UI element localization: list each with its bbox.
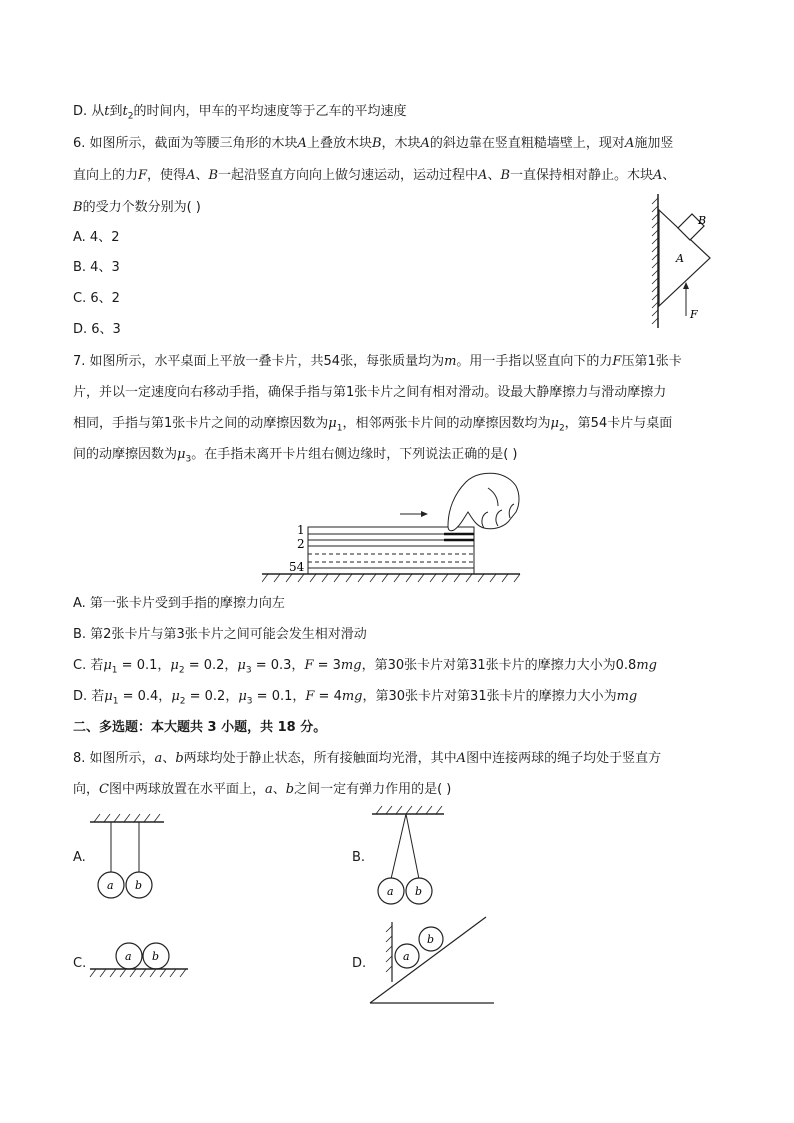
q7-option-a: A. 第一张卡片受到手指的摩擦力向左: [73, 596, 285, 611]
q7-figure: [262, 470, 532, 585]
q7-option-d: D. 若$\mu_1 = 0.4$，$\mu_2 = 0.2$，$\mu_3 = 0.1$，F = 4mg，第30张卡片对第31张卡片的摩擦力大小为mg: [73, 689, 638, 707]
q6-option-b: B. 4、3: [73, 260, 120, 275]
q8-figure-c: [86, 936, 192, 980]
q6-label-f: F: [690, 308, 698, 321]
q6-option-c: C. 6、2: [73, 291, 120, 306]
q7-label-1: 1: [297, 523, 305, 537]
svg-text:b: b: [415, 885, 423, 898]
q6-wall-hatch: [652, 198, 658, 324]
q6-option-d: D. 6、3: [73, 322, 121, 337]
q8-stem-line2: 向，C图中两球放置在水平面上，a、b之间一定有弹力作用的是( ): [73, 782, 452, 797]
q6-label-b: B: [698, 214, 707, 227]
var-t1: t: [104, 104, 110, 119]
q7-label-54: 54: [289, 560, 305, 574]
q5-option-d: D. 从t到$t_2$的时间内，甲车的平均速度等于乙车的平均速度: [73, 104, 407, 122]
q7-table: [262, 574, 520, 582]
q6-label-a: A: [676, 252, 684, 265]
q7-option-c: C. 若$\mu_1 = 0.1$，$\mu_2 = 0.2$，$\mu_3 = 0.3$，F = 3mg，第30张卡片对第31张卡片的摩擦力大小为0.8mg: [73, 658, 657, 676]
q6-stem-line2: 直向上的力F，使得A、B一起沿竖直方向向上做匀速运动，运动过程中A、B一直保持相对静止。木块A、: [73, 168, 676, 183]
q7-stem-line4: 间的动摩擦因数为$\mu_3$。在手指未离开卡片组右侧边缘时，下列说法正确的是( ): [73, 447, 518, 465]
svg-text:a: a: [125, 950, 132, 963]
q6-figure: [648, 192, 718, 332]
q7-motion-arrowhead: [421, 511, 428, 517]
q6-stem-line3: B的受力个数分别为( ): [73, 200, 201, 215]
q6-stem-line1: 6. 如图所示，截面为等腰三角形的木块A上叠放木块B，木块A的斜边靠在竖直粗糙墙壁上，现对A施加竖: [73, 136, 674, 151]
q8-option-c-label: C.: [73, 956, 87, 971]
q7-stem-line1: 7. 如图所示，水平桌面上平放一叠卡片，共54张，每张质量均为m。用一手指以竖直向下的力F压第1张卡: [73, 354, 682, 369]
q8-figure-b: [368, 800, 448, 912]
svg-text:b: b: [427, 933, 435, 946]
svg-text:b: b: [152, 950, 160, 963]
svg-text:b: b: [135, 879, 143, 892]
q6-option-a: A. 4、2: [73, 230, 120, 245]
section-heading-multi-choice: 二、多选题：本大题共 3 小题，共 18 分。: [73, 720, 327, 735]
q7-card-stack: [308, 527, 474, 574]
q8-option-d-label: D.: [352, 956, 367, 971]
q7-finger-hand: [448, 473, 519, 531]
var-t2: t: [122, 104, 128, 119]
q7-label-2: 2: [297, 537, 305, 551]
svg-text:a: a: [107, 879, 114, 892]
q7-stem-line3: 相同，手指与第1张卡片之间的动摩擦因数为$\mu_1$，相邻两张卡片间的动摩擦因数均为$\mu_2$，第54卡片与桌面: [73, 416, 673, 434]
q7-option-b: B. 第2张卡片与第3张卡片之间可能会发生相对滑动: [73, 627, 367, 642]
q8-figure-a: [88, 808, 168, 904]
svg-text:a: a: [387, 885, 394, 898]
q8-option-b-label: B.: [352, 850, 366, 865]
q8-figure-d: [366, 912, 498, 1008]
q8-stem-line1: 8. 如图所示，a、b两球均处于静止状态，所有接触面均光滑，其中A图中连接两球的绳子均处于竖直方: [73, 751, 662, 766]
svg-text:a: a: [403, 950, 410, 963]
q7-stem-line2: 片，并以一定速度向右移动手指，确保手指与第1张卡片之间有相对滑动。设最大静摩擦力与滑动摩擦力: [73, 385, 667, 400]
q8-option-a-label: A.: [73, 850, 86, 865]
